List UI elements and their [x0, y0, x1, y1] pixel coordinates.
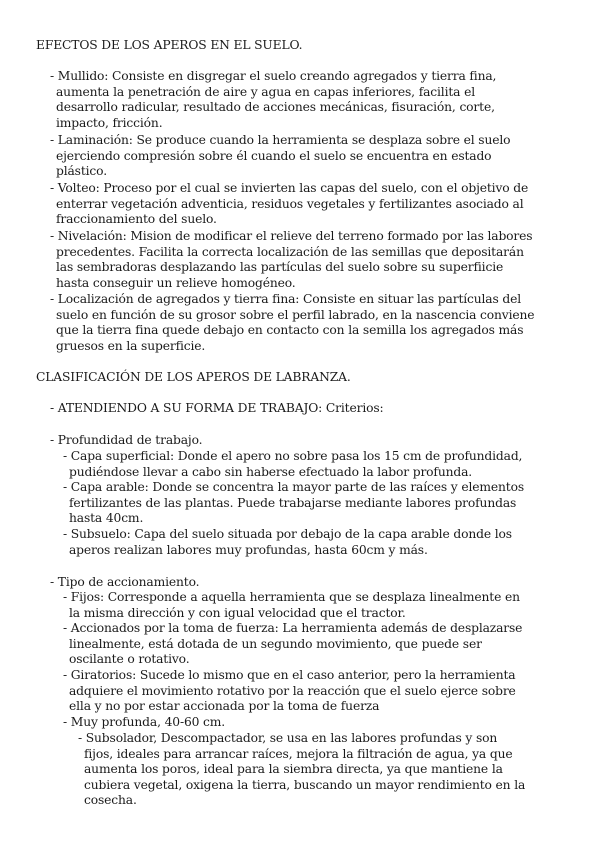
text-line: las sembradoras desplazando las partículas del suelo sobre su superfiicie	[56, 260, 504, 275]
text-line: aumenta los poros, ideal para la siembra directa, ya que mantiene la	[84, 762, 503, 777]
section-heading-efectos: EFECTOS DE LOS APEROS EN EL SUELO.	[36, 38, 303, 52]
profundidad-heading: - Profundidad de trabajo.	[50, 433, 203, 447]
text-line: impacto, fricción.	[56, 115, 163, 130]
text-line: ella y no por estar accionada por la toma de fuerza	[69, 699, 380, 714]
text-line: ejerciendo compresión sobre él cuando el suelo se encuentra en estado	[56, 148, 492, 163]
text-line: - Accionados por la toma de fuerza: La herramienta además de desplazarse	[63, 621, 523, 635]
text-line: - Volteo: Proceso por el cual se invierten las capas del suelo, con el objetivo de	[50, 181, 529, 195]
profundidad-subsuelo	[63, 527, 512, 558]
text-line: precedentes. Facilita la correcta localización de las semillas que depositarán	[56, 244, 524, 259]
text-line: - Capa arable: Donde se concentra la mayor parte de las raíces y elementos	[63, 480, 525, 494]
text-line: hasta 40cm.	[69, 511, 144, 526]
text-line: la misma dirección y con igual velocidad que el tractor.	[69, 605, 406, 620]
text-line: - Giratorios: Sucede lo mismo que en el caso anterior, pero la herramienta	[63, 668, 516, 682]
text-line: plástico.	[56, 164, 107, 179]
subsolador-paragraph	[78, 731, 525, 809]
text-line: aperos realizan labores muy profundas, hasta 60cm y más.	[69, 542, 428, 557]
efecto-nivelacion	[50, 229, 532, 291]
criterios-heading: - ATENDIENDO A SU FORMA DE TRABAJO: Criterios:	[50, 401, 384, 415]
text-line: - Mullido: Consiste en disgregar el suelo creando agregados y tierra fina,	[50, 69, 497, 83]
accionamiento-muy-profunda	[63, 715, 225, 731]
efecto-mullido	[50, 69, 496, 131]
text-line: - Laminación: Se produce cuando la herramienta se desplaza sobre el suelo	[50, 133, 511, 147]
efecto-localizacion	[50, 292, 534, 354]
text-line: - Nivelación: Mision de modificar el relieve del terreno formado por las labores	[50, 229, 533, 243]
text-line: - Localización de agregados y tierra fina: Consiste en situar las partículas del	[50, 292, 522, 306]
accionamiento-fijos	[63, 590, 520, 621]
accionamiento-heading: - Tipo de accionamiento.	[50, 575, 200, 589]
profundidad-capa-arable	[63, 480, 524, 527]
text-line: suelo en función de su grosor sobre el perfil labrado, en la nascencia conviene	[56, 307, 535, 322]
accionamiento-toma-de-fuerza	[63, 621, 522, 668]
text-line: hasta conseguir un relieve homogéneo.	[56, 275, 296, 290]
text-line: fertilizantes de las plantas. Puede trabajarse mediante labores profundas	[69, 495, 517, 510]
text-line: gruesos en la superficie.	[56, 338, 206, 353]
text-line: fijos, ideales para arrancar raíces, mejora la filtración de agua, ya que	[84, 746, 513, 761]
text-line: desarrollo radicular, resultado de acciones mecánicas, fisuración, corte,	[56, 100, 495, 115]
text-line: pudiéndose llevar a cabo sin haberse efectuado la labor profunda.	[69, 464, 473, 479]
text-line: cosecha.	[84, 793, 137, 808]
efecto-laminacion	[50, 133, 510, 180]
text-line: cubiera vegetal, oxigena la tierra, buscando un mayor rendimiento en la	[84, 777, 526, 792]
text-line: - Subsolador, Descompactador, se usa en las labores profundas y son	[78, 731, 498, 745]
text-line: - Muy profunda, 40-60 cm.	[63, 715, 226, 729]
text-line: adquiere el movimiento rotativo por la reacción que el suelo ejerce sobre	[69, 683, 516, 698]
text-line: - Fijos: Corresponde a aquella herramienta que se desplaza linealmente en	[63, 590, 520, 604]
text-line: linealmente, está dotada de un segundo movimiento, que puede ser	[69, 636, 482, 651]
text-line: fraccionamiento del suelo.	[56, 212, 217, 227]
text-line: aumenta la penetración de aire y agua en capas inferiores, facilita el	[56, 84, 476, 99]
accionamiento-giratorios	[63, 668, 516, 715]
section-heading-clasificacion: CLASIFICACIÓN DE LOS APEROS DE LABRANZA.	[36, 370, 351, 384]
text-line: enterrar vegetación adventicia, residuos vegetales y fertilizantes asociado al	[56, 196, 524, 211]
text-line: - Capa superficial: Donde el apero no sobre pasa los 15 cm de profundidad,	[63, 449, 523, 463]
profundidad-capa-superficial	[63, 449, 522, 480]
efecto-volteo	[50, 181, 528, 228]
text-line: - Subsuelo: Capa del suelo situada por debajo de la capa arable donde los	[63, 527, 512, 541]
text-line: que la tierra fina quede debajo en contacto con la semilla los agregados más	[56, 323, 524, 338]
text-line: oscilante o rotativo.	[69, 652, 190, 667]
